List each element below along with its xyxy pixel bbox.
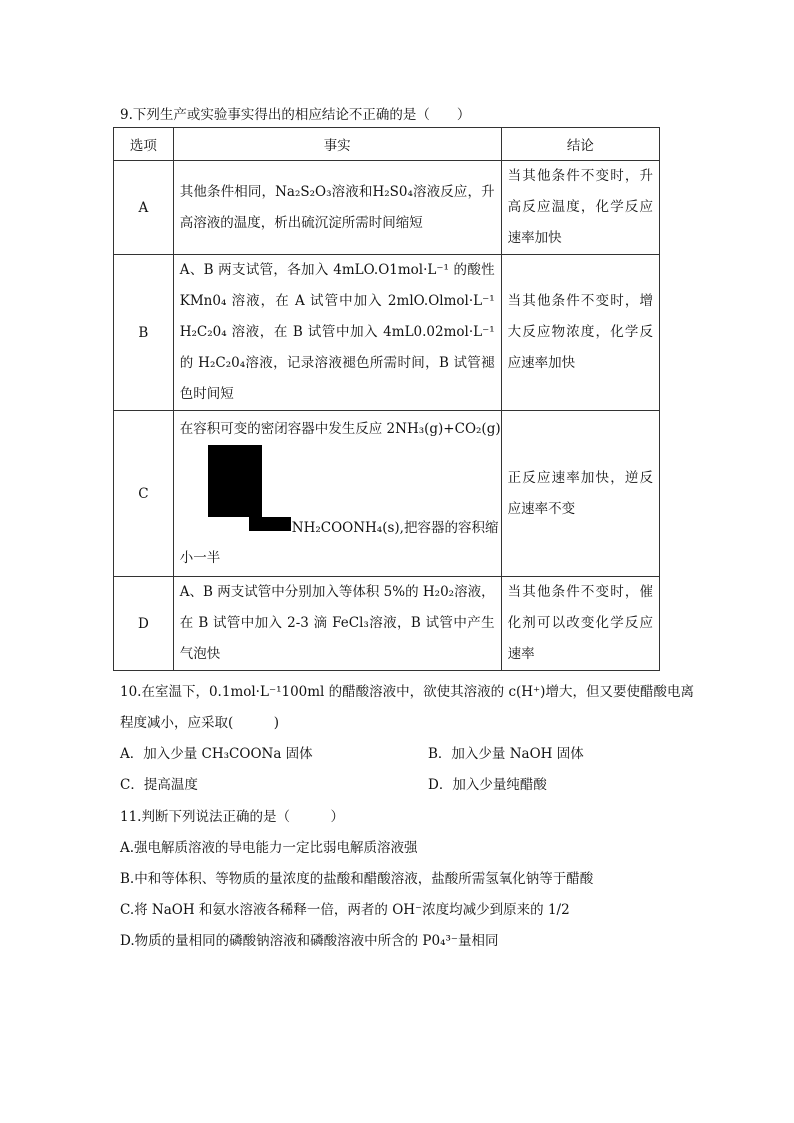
table-row-d xyxy=(114,577,660,671)
redacted-block-icon xyxy=(208,445,262,517)
question-9-title: 9.下列生产或实验事实得出的相应结论不正确的是（ ） xyxy=(120,107,471,123)
row-c-fact-line3: 小一半 xyxy=(179,549,221,566)
row-d-fact: A、B 两支试管中分别加入等体积 5%的 H₂0₂溶液，在 B 试管中加入 2-3 滴 FeCl₃溶液，B 试管中产生气泡快 xyxy=(179,584,495,662)
header-option: 选项 xyxy=(114,128,174,161)
reaction-arrow-image xyxy=(174,445,501,549)
row-b-option: B xyxy=(114,255,174,411)
question-11-option-b: B.中和等体积、等物质的量浓度的盐酸和醋酸溶液，盐酸所需氢氧化钠等于醋酸 xyxy=(120,871,594,887)
header-fact: 事实 xyxy=(173,128,501,161)
row-c-option: C xyxy=(114,411,174,577)
row-d-option: D xyxy=(114,577,174,671)
row-c-fact-line1: 在容积可变的密闭容器中发生反应 2NH₃(g)+CO₂(g) xyxy=(179,420,501,437)
row-a-option: A xyxy=(114,161,174,255)
facts-table xyxy=(113,127,660,671)
table-row-c xyxy=(114,411,660,577)
row-b-conclusion: 当其他条件不变时，增大反应物浓度，化学反应速率加快 xyxy=(507,293,653,371)
row-c-conclusion: 正反应速率加快，逆反应速率不变 xyxy=(507,469,653,517)
question-10-line1: 10.在室温下，0.1mol·L⁻¹100ml 的醋酸溶液中，欲使其溶液的 c(H⁺)增大，但又要使醋酸电离 xyxy=(120,684,694,700)
header-conclusion: 结论 xyxy=(501,128,659,161)
table-header-row xyxy=(114,128,660,161)
table-row-a xyxy=(114,161,660,255)
question-10-option-a: A．加入少量 CH₃COONa 固体 xyxy=(120,746,313,762)
question-11-option-c: C.将 NaOH 和氨水溶液各稀释一倍，两者的 OH⁻浓度均减少到原来的 1/2 xyxy=(120,902,570,918)
row-d-conclusion: 当其他条件不变时，催化剂可以改变化学反应速率 xyxy=(507,584,653,662)
question-10-option-c: C．提高温度 xyxy=(120,777,198,793)
question-11-option-d: D.物质的量相同的磷酸钠溶液和磷酸溶液中所含的 P0₄³⁻量相同 xyxy=(120,933,499,949)
table-row-b xyxy=(114,255,660,411)
question-10-option-b: B．加入少量 NaOH 固体 xyxy=(428,746,584,762)
redacted-block-icon xyxy=(249,517,291,531)
row-a-conclusion: 当其他条件不变时，升高反应温度，化学反应速率加快 xyxy=(507,168,653,246)
question-10-option-d: D．加入少量纯醋酸 xyxy=(428,777,547,793)
row-b-fact: A、B 两支试管，各加入 4mLO.O1mol·L⁻¹ 的酸性 KMn0₄ 溶液，在 A 试管中加入 2mlO.Olmol·L⁻¹ H₂C₂0₄ 溶液，在 B 试管中加入 4mL0.02mol·L⁻¹的 H₂C₂0₄溶液，记录溶液褪色所需时间，B 试管褪色时间短 xyxy=(179,262,495,402)
question-11-title: 11.判断下列说法正确的是（ ） xyxy=(120,809,344,825)
question-11-option-a: A.强电解质溶液的导电能力一定比弱电解质溶液强 xyxy=(120,840,418,856)
row-c-fact-line2: NH₂COONH₄(s),把容器的容积缩 xyxy=(291,519,499,536)
row-a-fact: 其他条件相同，Na₂S₂O₃溶液和H₂S0₄溶液反应，升高溶液的温度，析出硫沉淀所需时间缩短 xyxy=(179,183,495,231)
question-10-line2: 程度减小，应采取( ) xyxy=(120,715,280,731)
